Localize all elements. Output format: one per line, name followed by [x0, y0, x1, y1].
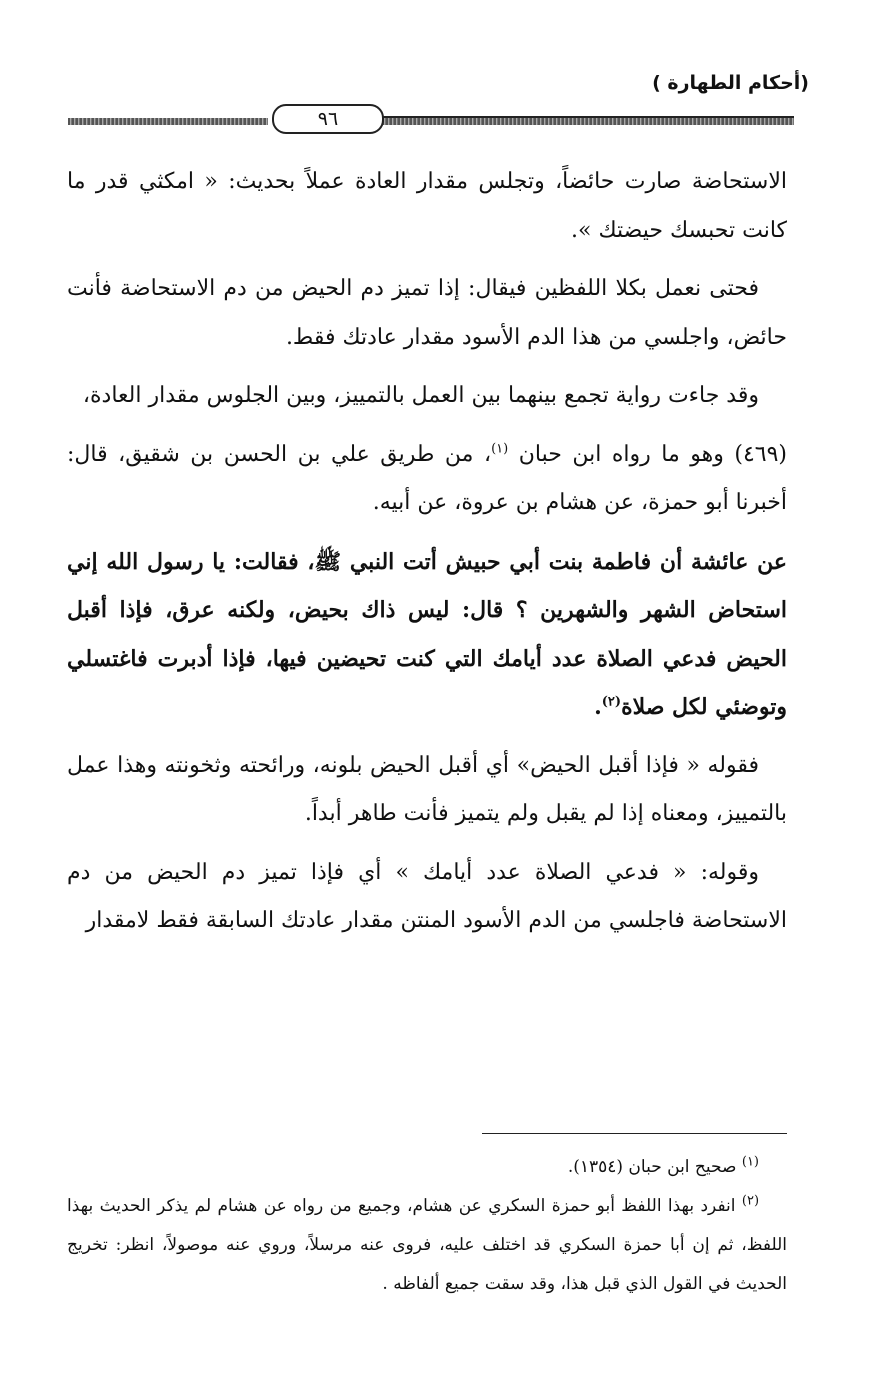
footnotes	[67, 1148, 787, 1304]
page-number: ٩٦	[272, 104, 384, 134]
paragraph-7: وقوله: « فدعي الصلاة عدد أيامك » أي فإذا تميز دم الحيض من دم الاستحاضة فاجلسي من الدم الأسود المنتن مقدار عادتك السابقة فقط لامقدار	[67, 859, 787, 933]
footnote-separator	[482, 1133, 787, 1134]
hadith-end-period: .	[594, 694, 602, 720]
footnote-2-mark: (٢)	[741, 1193, 760, 1209]
footnote-1-mark: (١)	[741, 1154, 759, 1170]
isnad-text: ، من طريق علي بن الحسن بن شقيق، قال: أخبرنا أبو حمزة، عن هشام بن عروة، عن أبيه.	[67, 441, 787, 515]
footnote-2	[67, 1187, 787, 1304]
paragraph-4	[67, 431, 787, 528]
footnote-ref-2[interactable]: (٢)	[601, 694, 622, 710]
footnote-1	[67, 1148, 787, 1187]
paragraph-3: وقد جاءت رواية تجمع بينهما بين العمل بالتمييز، وبين الجلوس مقدار العادة،	[82, 383, 759, 408]
hadith-number-text: (٤٦٩) وهو ما رواه ابن حبان	[518, 441, 788, 467]
header-rule-right-band	[374, 118, 794, 125]
running-head-title: (أحكام الطهارة )	[652, 72, 809, 94]
hadith-text	[67, 538, 787, 732]
paragraph-1: الاستحاضة صارت حائضاً، وتجلس مقدار العادة عملاً بحديث: « امكثي قدر ما كانت تحبسك حيضتك ».	[67, 169, 787, 243]
footnote-ref-1[interactable]: (١)	[491, 441, 509, 457]
header-rule	[68, 116, 794, 128]
header-rule-left-band	[68, 118, 268, 125]
footnote-2-text: انفرد بهذا اللفظ أبو حمزة السكري عن هشام، وجميع من رواه عن هشام لم يذكر الحديث بهذا اللفظ، ثم إن أبا حمزة السكري قد اختلف عليه، فروى عنه مرسلاً، وروي عنه موصولاً، انظر: تخريج الحديث في القول الذي قبل هذا، وقد سقت جميع ألفاظه .	[67, 1196, 787, 1294]
main-text	[67, 158, 787, 956]
paragraph-6: فقوله « فإذا أقبل الحيض» أي أقبل الحيض بلونه، ورائحته وثخونته وهذا عمل بالتمييز، ومعناه إذا لم يقبل ولم يتميز فأنت طاهر أبداً.	[67, 752, 787, 826]
paragraph-2: فحتى نعمل بكلا اللفظين فيقال: إذا تميز دم الحيض من دم الاستحاضة فأنت حائض، واجلسي من هذا الدم الأسود مقدار عادتك فقط.	[67, 276, 787, 350]
footnote-1-text: صحيح ابن حبان (١٣٥٤).	[567, 1157, 737, 1177]
hadith-body: عن عائشة أن فاطمة بنت أبي حبيش أتت النبي ﷺ، فقالت: يا رسول الله إني استحاض الشهر والشهرين ؟ قال: ليس ذاك بحيض، ولكنه عرق، فإذا أقبل الحيض فدعي الصلاة عدد أيامك التي كنت تحيضين فيها، فإذا أدبرت فاغتسلي وتوضئي لكل صلاة	[67, 548, 787, 720]
